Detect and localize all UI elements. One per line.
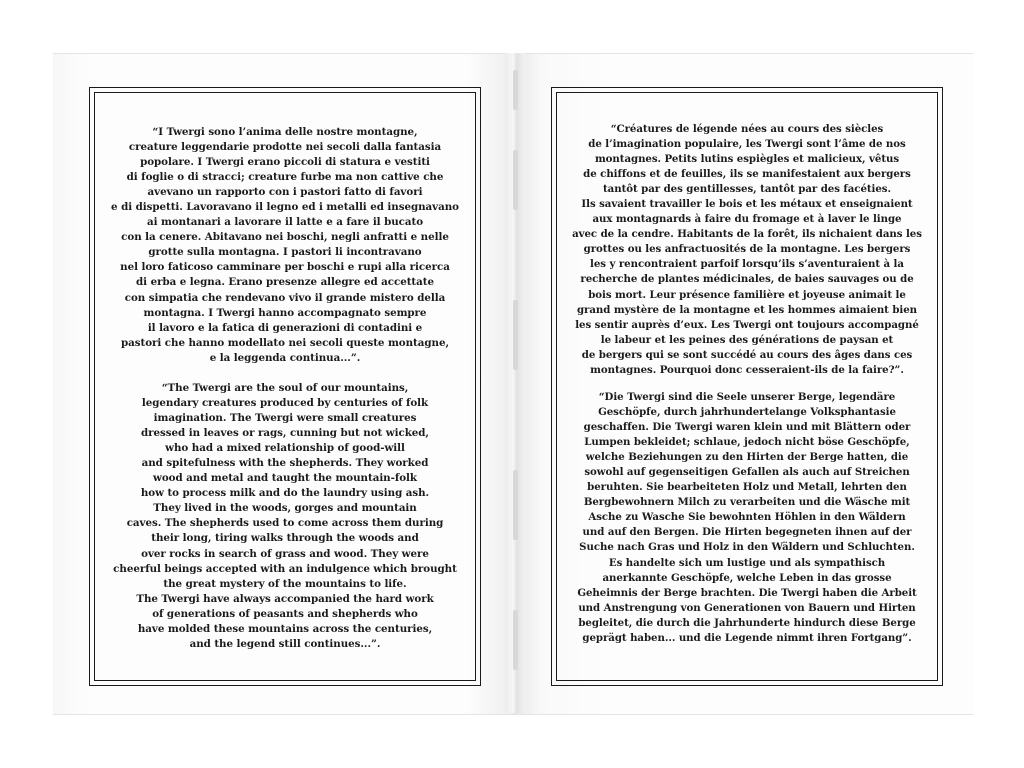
text-line: welche Beziehungen zu den Hirten der Berge hatten, die bbox=[585, 451, 909, 464]
text-line: of generations of peasants and shepherds who bbox=[152, 607, 418, 620]
text-line: who had a mixed relationship of good-will bbox=[165, 442, 405, 455]
french-text-block bbox=[568, 122, 926, 378]
text-line: tantôt par des gentillesses, tantôt par des facéties. bbox=[603, 183, 891, 196]
text-line: “I Twergi sono l’anima delle nostre montagne, bbox=[152, 126, 418, 138]
text-line: grand mystère de la montagne et les hommes aimaient bien bbox=[576, 303, 918, 316]
text-line: Lumpen bekleidet; schlaue, jedoch nicht böse Geschöpfe, bbox=[584, 436, 910, 449]
text-line: recherche de plantes médicinales, de baies sauvages ou de bbox=[580, 273, 914, 286]
text-line: grotte sulla montagna. I pastori li incontravano bbox=[148, 246, 422, 259]
binding-stitch bbox=[513, 610, 518, 670]
text-line: con simpatia che rendevano vivo il grande mistero della bbox=[124, 291, 446, 304]
text-line: montagnes. Pourquoi donc cesseraient-ils de la faire?”. bbox=[590, 363, 904, 376]
text-line: de chiffons et de feuilles, ils se manifestaient aux bergers bbox=[583, 168, 911, 181]
left-page-border-frame bbox=[89, 87, 481, 686]
text-line: and spitefulness with the shepherds. They worked bbox=[141, 457, 429, 470]
text-line: le labeur et les peines des générations de paysan et bbox=[600, 333, 894, 346]
text-line: dressed in leaves or rags, cunning but not wicked, bbox=[141, 427, 429, 440]
right-page-border-frame bbox=[551, 87, 943, 686]
text-line: wood and metal and taught the mountain-folk bbox=[153, 472, 417, 485]
text-line: sowohl auf gegenseitigen Gefallen als auch auf Streichen bbox=[584, 466, 910, 479]
text-line: begleitet, die durch die Jahrhunderte hindurch diese Berge bbox=[578, 616, 916, 629]
text-line: cheerful beings accepted with an indulgence which brought bbox=[113, 562, 457, 575]
text-line: Geschöpfe, durch jahrhundertelange Volksphantasie bbox=[598, 406, 896, 419]
text-line: les y rencontraient parfoif lorsqu’ils s’aventuraient à la bbox=[590, 258, 904, 271]
text-line: e di dispetti. Lavoravano il legno ed i metalli ed insegnavano bbox=[111, 201, 459, 214]
text-line: the great mystery of the mountains to life. bbox=[163, 577, 407, 590]
text-line: have molded these mountains across the centuries, bbox=[137, 622, 433, 635]
text-line: Asche zu Wasche Sie bewohnten Höhlen in den Wäldern bbox=[588, 511, 906, 524]
text-line: Ils savaient travailler le bois et les métaux et enseignaient bbox=[581, 198, 913, 211]
text-line: montagnes. Petits lutins espiègles et malicieux, vêtus bbox=[594, 153, 900, 166]
text-line: les sentir auprès d’eux. Les Twergi ont toujours accompagné bbox=[575, 318, 919, 331]
text-line: aux montagnards à faire du fromage et à laver le linge bbox=[592, 213, 902, 226]
text-line: “Die Twergi sind die Seele unserer Berge, legendäre bbox=[598, 391, 896, 403]
text-line: und auf den Bergen. Die Hirten begegneten ihnen auf der bbox=[582, 526, 912, 539]
text-line: anerkannte Geschöpfe, welche Leben in das grosse bbox=[602, 571, 892, 584]
text-line: de bergers qui se sont succédé au cours des âges dans ces bbox=[581, 348, 913, 361]
text-line: di foglie o di stracci; creature furbe ma non cattive che bbox=[126, 171, 444, 184]
text-line: “The Twergi are the soul of our mountains, bbox=[161, 382, 409, 394]
text-line: di erba e legna. Erano presenze allegre ed accettate bbox=[136, 276, 434, 289]
binding-stitch bbox=[513, 150, 518, 210]
text-line: imagination. The Twergi were small creatures bbox=[153, 412, 417, 425]
text-line: how to process milk and do the laundry using ash. bbox=[140, 487, 430, 500]
text-line: Es handelte sich um lustige und als sympathisch bbox=[608, 556, 886, 569]
text-line: pastori che hanno modellato nei secoli queste montagne, bbox=[120, 336, 449, 349]
text-line: grottes ou les anfractuosités de la montagne. Les bergers bbox=[583, 243, 911, 256]
binding-stitch bbox=[513, 300, 518, 370]
text-line: “Créatures de légende nées au cours des siècles bbox=[610, 123, 884, 135]
text-line: und Anstrengung von Generationen von Bauern und Hirten bbox=[578, 601, 916, 614]
german-text-block bbox=[568, 390, 926, 646]
text-line: creature leggendarie prodotte nei secoli dalla fantasia bbox=[128, 141, 442, 154]
text-line: They lived in the woods, gorges and mountain bbox=[153, 502, 417, 515]
text-line: avevano un rapporto con i pastori fatto di favori bbox=[147, 186, 423, 199]
text-line: montagna. I Twergi hanno accompagnato sempre bbox=[143, 306, 427, 319]
text-line: nel loro faticoso camminare per boschi e rupi alla ricerca bbox=[120, 261, 450, 274]
text-line: geprägt haben... und die Legende nimmt ihren Fortgang”. bbox=[582, 631, 912, 644]
english-text-block bbox=[106, 381, 464, 652]
text-line: con la cenere. Abitavano nei boschi, negli anfratti e nelle bbox=[121, 231, 449, 244]
text-line: e la leggenda continua...”. bbox=[209, 351, 361, 364]
text-line: il lavoro e la fatica di generazioni di contadini e bbox=[147, 321, 423, 334]
left-page bbox=[53, 53, 513, 715]
text-line: de l’imagination populaire, les Twergi sont l’âme de nos bbox=[588, 138, 906, 151]
text-line: legendary creatures produced by centuries of folk bbox=[141, 397, 429, 410]
italian-text-block bbox=[106, 125, 464, 366]
text-line: The Twergi have always accompanied the hard work bbox=[136, 592, 434, 605]
text-line: avec de la cendre. Habitants de la forêt, ils nichaient dans les bbox=[572, 228, 922, 241]
text-line: over rocks in search of grass and wood. They were bbox=[141, 547, 429, 560]
text-line: Suche nach Gras und Holz in den Wäldern und Schluchten. bbox=[579, 541, 915, 554]
text-line: caves. The shepherds used to come across them during bbox=[126, 517, 444, 530]
text-line: geschaffen. Die Twergi waren klein und mit Blättern oder bbox=[583, 421, 911, 434]
text-line: popolare. I Twergi erano piccoli di statura e vestiti bbox=[140, 156, 430, 169]
text-line: bois mort. Leur présence familière et joyeuse animait le bbox=[588, 288, 906, 301]
binding-stitch bbox=[513, 470, 518, 540]
text-line: Bergbewohnern Milch zu verarbeiten und die Wäsche mit bbox=[583, 496, 911, 509]
text-line: beruhten. Sie bearbeiteten Holz und Metall, lehrten den bbox=[587, 481, 907, 494]
binding-stitch bbox=[513, 70, 518, 110]
text-line: their long, tiring walks through the woods and bbox=[151, 532, 419, 545]
text-line: ai montanari a lavorare il latte e a fare il bucato bbox=[146, 216, 424, 229]
text-line: and the legend still continues...”. bbox=[189, 637, 381, 650]
text-line: Geheimnis der Berge brachten. Die Twergi haben die Arbeit bbox=[577, 586, 917, 599]
right-page bbox=[513, 53, 973, 715]
